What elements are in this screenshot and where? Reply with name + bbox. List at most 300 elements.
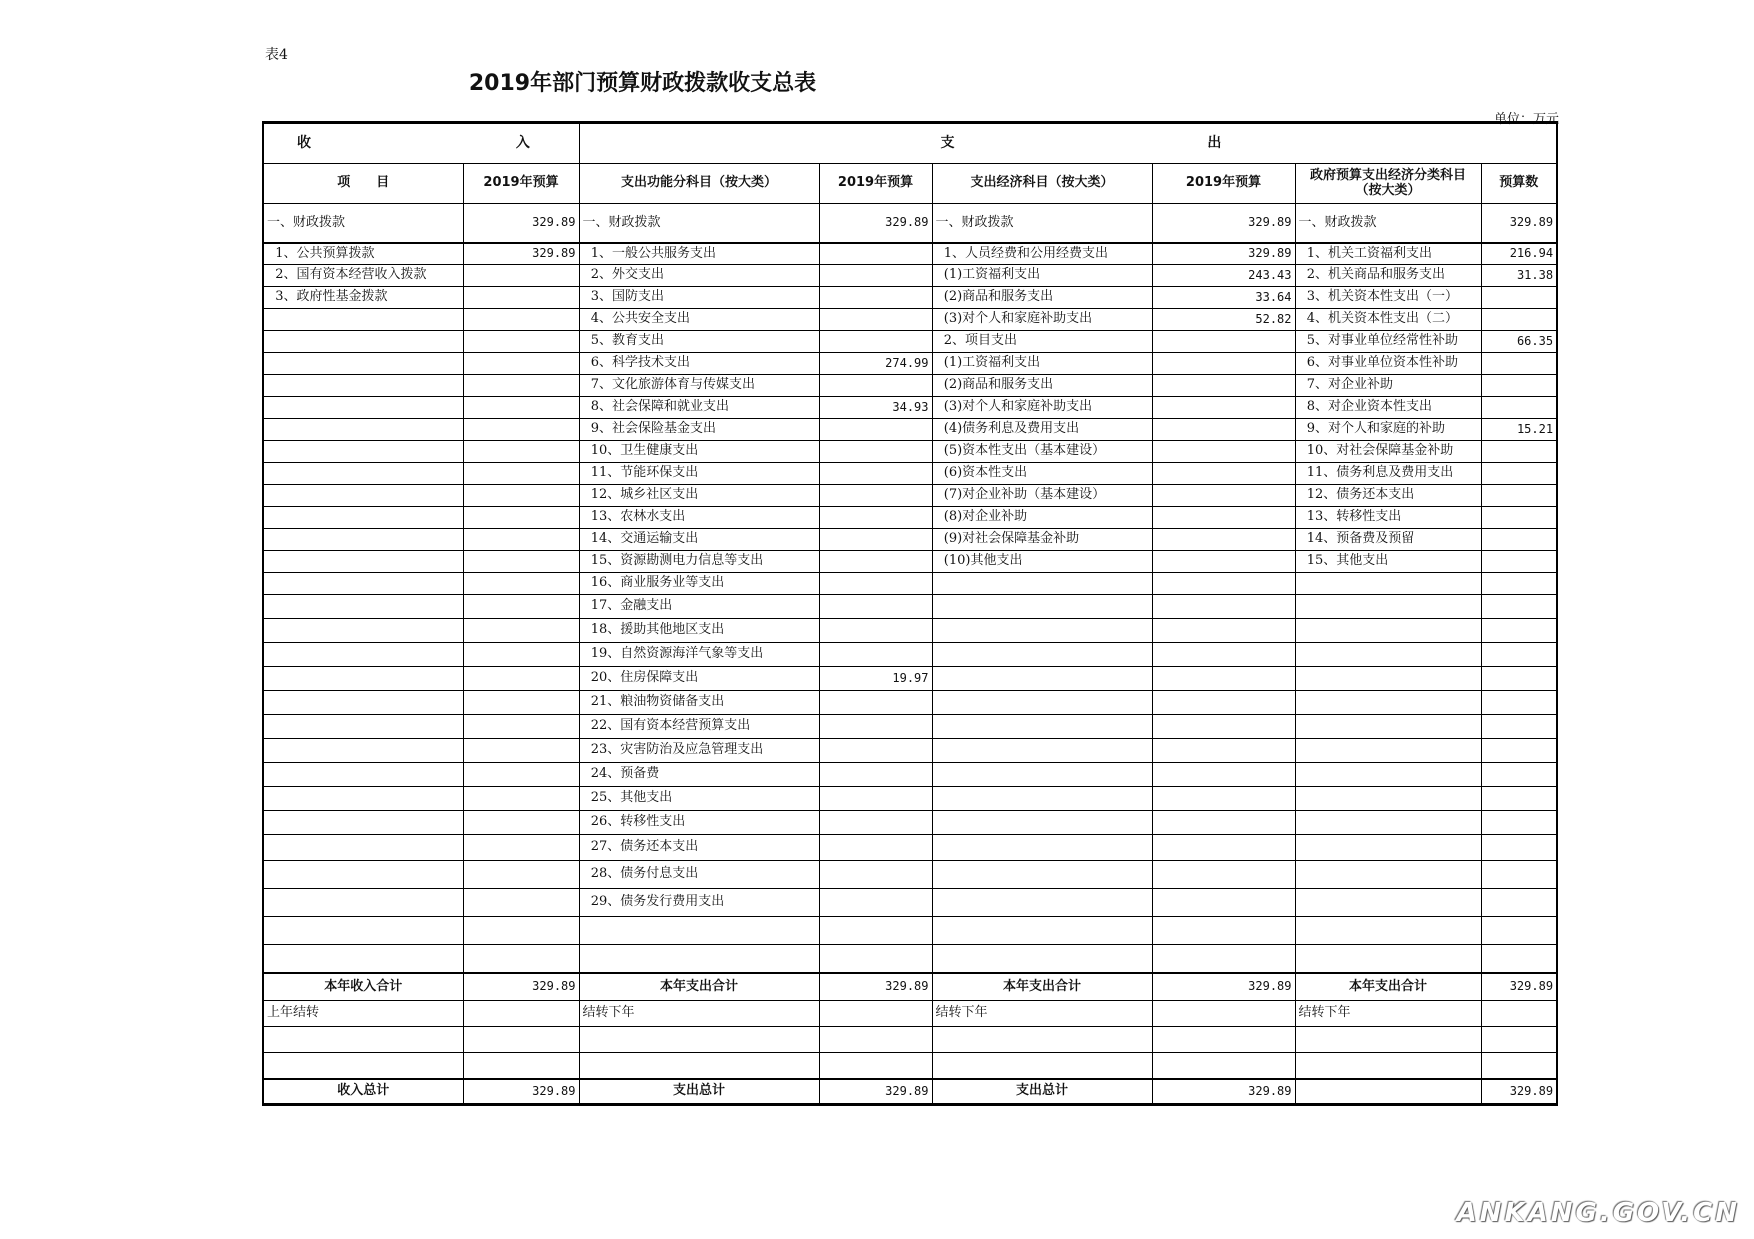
budget-amount-cell — [1481, 375, 1557, 397]
unit-label: 单位：万元 — [1493, 112, 1559, 127]
gov-economic-subject-cell: 15、其他支出 — [1295, 551, 1481, 573]
function-budget-cell — [819, 265, 932, 287]
function-subject-cell: 17、金融支出 — [579, 595, 819, 619]
income-budget-cell — [463, 529, 579, 551]
economic-budget-cell — [1152, 353, 1295, 375]
economic-budget-cell — [1152, 889, 1295, 917]
budget-amount-cell: 66.35 — [1481, 331, 1557, 353]
income-item-cell — [263, 573, 463, 595]
economic-budget-cell — [1152, 715, 1295, 739]
budget-amount-cell — [1481, 861, 1557, 889]
income-item-cell — [263, 643, 463, 667]
income-item-cell — [263, 441, 463, 463]
function-subject-cell: 20、住房保障支出 — [579, 667, 819, 691]
function-subject-cell: 8、社会保障和就业支出 — [579, 397, 819, 419]
function-subject-cell: 10、卫生健康支出 — [579, 441, 819, 463]
table-row — [263, 739, 1557, 763]
col-header-economic-subject: 支出经济科目（按大类） — [932, 164, 1152, 204]
budget-amount-cell — [1481, 595, 1557, 619]
col-header-income-budget: 2019年预算 — [463, 164, 579, 204]
gov-economic-subject-cell: 6、对事业单位资本性补助 — [1295, 353, 1481, 375]
income-item-cell — [263, 715, 463, 739]
function-budget-cell — [819, 375, 932, 397]
function-budget-cell: 19.97 — [819, 667, 932, 691]
income-budget-cell — [463, 1001, 579, 1027]
gov-economic-subject-cell: 11、债务利息及费用支出 — [1295, 463, 1481, 485]
function-subject-cell: 27、债务还本支出 — [579, 835, 819, 861]
economic-subject-cell — [932, 643, 1152, 667]
economic-budget-cell — [1152, 691, 1295, 715]
budget-amount-cell — [1481, 835, 1557, 861]
gov-economic-subject-cell: 结转下年 — [1295, 1001, 1481, 1027]
income-char-2: 入 — [515, 134, 530, 151]
function-budget-cell — [819, 595, 932, 619]
budget-amount-cell: 329.89 — [1481, 204, 1557, 243]
budget-amount-cell — [1481, 353, 1557, 375]
function-subject-cell: 13、农林水支出 — [579, 507, 819, 529]
economic-budget-cell — [1152, 1027, 1295, 1053]
budget-amount-cell — [1481, 287, 1557, 309]
economic-subject-cell: (5)资本性支出（基本建设） — [932, 441, 1152, 463]
income-budget-cell — [463, 419, 579, 441]
function-budget-cell — [819, 619, 932, 643]
function-budget-cell — [819, 1001, 932, 1027]
economic-budget-cell — [1152, 573, 1295, 595]
income-budget-cell — [463, 397, 579, 419]
income-item-cell — [263, 419, 463, 441]
function-budget-cell — [819, 861, 932, 889]
function-budget-cell — [819, 529, 932, 551]
function-budget-cell — [819, 463, 932, 485]
income-budget-cell — [463, 643, 579, 667]
function-subject-cell: 一、财政拨款 — [579, 204, 819, 243]
function-budget-cell — [819, 691, 932, 715]
table-row — [263, 643, 1557, 667]
function-subject-cell: 9、社会保险基金支出 — [579, 419, 819, 441]
budget-amount-cell — [1481, 715, 1557, 739]
expense-section-header — [579, 123, 1557, 164]
function-budget-cell — [819, 643, 932, 667]
function-budget-cell: 329.89 — [819, 973, 932, 1001]
budget-amount-cell — [1481, 463, 1557, 485]
budget-amount-cell — [1481, 1027, 1557, 1053]
budget-amount-cell — [1481, 485, 1557, 507]
gov-economic-subject-cell: 2、机关商品和服务支出 — [1295, 265, 1481, 287]
income-budget-cell — [463, 287, 579, 309]
income-budget-cell — [463, 551, 579, 573]
economic-subject-cell — [932, 1053, 1152, 1079]
page-title: 2019年部门预算财政拨款收支总表 — [468, 71, 817, 96]
economic-budget-cell — [1152, 739, 1295, 763]
economic-budget-cell — [1152, 375, 1295, 397]
income-budget-cell — [463, 667, 579, 691]
gov-economic-subject-cell: 3、机关资本性支出（一） — [1295, 287, 1481, 309]
economic-subject-cell: 1、人员经费和公用经费支出 — [932, 243, 1152, 265]
budget-amount-cell — [1481, 945, 1557, 973]
function-subject-cell: 23、灾害防治及应急管理支出 — [579, 739, 819, 763]
table-row — [263, 265, 1557, 287]
economic-subject-cell: 结转下年 — [932, 1001, 1152, 1027]
income-item-cell — [263, 619, 463, 643]
function-budget-cell — [819, 573, 932, 595]
economic-subject-cell: (2)商品和服务支出 — [932, 375, 1152, 397]
table-row — [263, 204, 1557, 243]
income-budget-cell: 329.89 — [463, 243, 579, 265]
table-row — [263, 715, 1557, 739]
table-row — [263, 835, 1557, 861]
function-subject-cell: 6、科学技术支出 — [579, 353, 819, 375]
economic-budget-cell — [1152, 787, 1295, 811]
function-subject-cell: 支出总计 — [579, 1079, 819, 1105]
gov-economic-subject-cell — [1295, 739, 1481, 763]
gov-economic-subject-cell — [1295, 787, 1481, 811]
income-section-header — [263, 123, 579, 164]
function-budget-cell — [819, 243, 932, 265]
income-item-cell — [263, 917, 463, 945]
gov-economic-subject-cell: 10、对社会保障基金补助 — [1295, 441, 1481, 463]
income-item-cell — [263, 763, 463, 787]
budget-amount-cell — [1481, 787, 1557, 811]
gov-economic-subject-cell: 本年支出合计 — [1295, 973, 1481, 1001]
income-budget-cell — [463, 739, 579, 763]
table-row — [263, 287, 1557, 309]
function-subject-cell: 18、援助其他地区支出 — [579, 619, 819, 643]
budget-amount-cell — [1481, 441, 1557, 463]
function-subject-cell: 结转下年 — [579, 1001, 819, 1027]
function-budget-cell — [819, 763, 932, 787]
income-budget-cell: 329.89 — [463, 1079, 579, 1105]
table-row — [263, 353, 1557, 375]
income-budget-cell — [463, 945, 579, 973]
income-budget-cell — [463, 485, 579, 507]
income-budget-cell — [463, 811, 579, 835]
economic-subject-cell — [932, 691, 1152, 715]
gov-economic-subject-cell: 5、对事业单位经常性补助 — [1295, 331, 1481, 353]
income-item-cell — [263, 529, 463, 551]
budget-amount-cell — [1481, 507, 1557, 529]
economic-budget-cell — [1152, 945, 1295, 973]
income-budget-cell — [463, 861, 579, 889]
gov-economic-subject-cell — [1295, 667, 1481, 691]
function-subject-cell: 3、国防支出 — [579, 287, 819, 309]
income-item-cell — [263, 889, 463, 917]
economic-budget-cell — [1152, 331, 1295, 353]
economic-budget-cell — [1152, 529, 1295, 551]
income-item-cell — [263, 375, 463, 397]
gov-economic-subject-cell — [1295, 811, 1481, 835]
table-row — [263, 331, 1557, 353]
table-row — [263, 861, 1557, 889]
income-budget-cell — [463, 331, 579, 353]
function-budget-cell — [819, 419, 932, 441]
economic-subject-cell — [932, 619, 1152, 643]
economic-budget-cell — [1152, 463, 1295, 485]
economic-budget-cell — [1152, 667, 1295, 691]
table-row — [263, 691, 1557, 715]
function-budget-cell: 329.89 — [819, 204, 932, 243]
budget-amount-cell — [1481, 1001, 1557, 1027]
gov-economic-subject-cell — [1295, 715, 1481, 739]
function-budget-cell — [819, 945, 932, 973]
income-item-cell: 一、财政拨款 — [263, 204, 463, 243]
income-item-cell — [263, 739, 463, 763]
function-subject-cell: 1、一般公共服务支出 — [579, 243, 819, 265]
function-subject-cell: 21、粮油物资储备支出 — [579, 691, 819, 715]
gov-economic-subject-cell — [1295, 1079, 1481, 1105]
budget-amount-cell — [1481, 667, 1557, 691]
income-item-cell: 1、公共预算拨款 — [263, 243, 463, 265]
income-item-cell — [263, 835, 463, 861]
function-budget-cell — [819, 811, 932, 835]
economic-subject-cell: (6)资本性支出 — [932, 463, 1152, 485]
economic-subject-cell — [932, 573, 1152, 595]
gov-economic-subject-cell: 1、机关工资福利支出 — [1295, 243, 1481, 265]
function-subject-cell: 29、债务发行费用支出 — [579, 889, 819, 917]
income-item-cell — [263, 1027, 463, 1053]
income-budget-cell — [463, 573, 579, 595]
economic-subject-cell: (8)对企业补助 — [932, 507, 1152, 529]
table-row — [263, 463, 1557, 485]
function-budget-cell — [819, 441, 932, 463]
economic-subject-cell: (1)工资福利支出 — [932, 265, 1152, 287]
function-subject-cell: 16、商业服务业等支出 — [579, 573, 819, 595]
budget-amount-cell: 15.21 — [1481, 419, 1557, 441]
budget-amount-cell — [1481, 619, 1557, 643]
table-row — [263, 573, 1557, 595]
economic-subject-cell — [932, 1027, 1152, 1053]
economic-budget-cell: 52.82 — [1152, 309, 1295, 331]
gov-economic-subject-cell — [1295, 835, 1481, 861]
budget-amount-cell — [1481, 739, 1557, 763]
income-item-cell — [263, 667, 463, 691]
table-row — [263, 811, 1557, 835]
gov-economic-subject-cell — [1295, 691, 1481, 715]
function-subject-cell: 7、文化旅游体育与传媒支出 — [579, 375, 819, 397]
table-row — [263, 529, 1557, 551]
income-item-cell — [263, 353, 463, 375]
table-row — [263, 917, 1557, 945]
table-row — [263, 763, 1557, 787]
economic-budget-cell — [1152, 507, 1295, 529]
income-budget-cell — [463, 265, 579, 287]
budget-amount-cell — [1481, 551, 1557, 573]
table-row — [263, 419, 1557, 441]
income-budget-cell — [463, 763, 579, 787]
income-item-cell: 3、政府性基金拨款 — [263, 287, 463, 309]
gov-economic-subject-cell — [1295, 763, 1481, 787]
table-row — [263, 595, 1557, 619]
function-subject-cell — [579, 1027, 819, 1053]
function-budget-cell: 34.93 — [819, 397, 932, 419]
budget-amount-cell — [1481, 1053, 1557, 1079]
economic-subject-cell: (7)对企业补助（基本建设） — [932, 485, 1152, 507]
economic-subject-cell — [932, 889, 1152, 917]
economic-subject-cell — [932, 787, 1152, 811]
table-row — [263, 507, 1557, 529]
income-budget-cell — [463, 595, 579, 619]
function-subject-cell: 24、预备费 — [579, 763, 819, 787]
site-watermark: ANKANG.GOV.CN — [1456, 1198, 1740, 1228]
function-subject-cell: 4、公共安全支出 — [579, 309, 819, 331]
table-row — [263, 309, 1557, 331]
budget-amount-cell: 31.38 — [1481, 265, 1557, 287]
function-budget-cell — [819, 835, 932, 861]
economic-subject-cell: (9)对社会保障基金补助 — [932, 529, 1152, 551]
income-item-cell: 收入总计 — [263, 1079, 463, 1105]
economic-subject-cell: (2)商品和服务支出 — [932, 287, 1152, 309]
income-item-cell — [263, 463, 463, 485]
income-item-cell: 本年收入合计 — [263, 973, 463, 1001]
function-budget-cell — [819, 287, 932, 309]
function-budget-cell — [819, 331, 932, 353]
economic-subject-cell: 支出总计 — [932, 1079, 1152, 1105]
function-subject-cell: 本年支出合计 — [579, 973, 819, 1001]
economic-subject-cell — [932, 667, 1152, 691]
budget-amount-cell — [1481, 643, 1557, 667]
table-row — [263, 375, 1557, 397]
function-budget-cell — [819, 715, 932, 739]
budget-amount-cell — [1481, 691, 1557, 715]
economic-budget-cell — [1152, 485, 1295, 507]
gov-economic-subject-cell: 8、对企业资本性支出 — [1295, 397, 1481, 419]
budget-amount-cell — [1481, 917, 1557, 945]
table-row — [263, 397, 1557, 419]
economic-budget-cell — [1152, 861, 1295, 889]
function-subject-cell: 19、自然资源海洋气象等支出 — [579, 643, 819, 667]
income-budget-cell — [463, 619, 579, 643]
income-budget-cell — [463, 1053, 579, 1079]
economic-subject-cell: (1)工资福利支出 — [932, 353, 1152, 375]
col-header-budget-amount: 预算数 — [1481, 164, 1557, 204]
function-budget-cell — [819, 1027, 932, 1053]
gov-economic-subject-cell — [1295, 1027, 1481, 1053]
income-item-cell — [263, 485, 463, 507]
gov-economic-subject-cell: 7、对企业补助 — [1295, 375, 1481, 397]
income-item-cell — [263, 787, 463, 811]
table-row — [263, 243, 1557, 265]
income-item-cell — [263, 811, 463, 835]
col-header-item: 项 目 — [263, 164, 463, 204]
function-budget-cell — [819, 485, 932, 507]
function-subject-cell: 15、资源勘测电力信息等支出 — [579, 551, 819, 573]
economic-budget-cell: 243.43 — [1152, 265, 1295, 287]
gov-economic-subject-cell — [1295, 889, 1481, 917]
income-item-cell: 上年结转 — [263, 1001, 463, 1027]
gov-economic-subject-cell: 9、对个人和家庭的补助 — [1295, 419, 1481, 441]
table-row — [263, 667, 1557, 691]
gov-economic-subject-cell — [1295, 573, 1481, 595]
economic-budget-cell: 329.89 — [1152, 973, 1295, 1001]
economic-subject-cell — [932, 739, 1152, 763]
gov-economic-subject-cell — [1295, 1053, 1481, 1079]
function-budget-cell — [819, 917, 932, 945]
budget-amount-cell — [1481, 811, 1557, 835]
economic-subject-cell — [932, 945, 1152, 973]
function-subject-cell: 28、债务付息支出 — [579, 861, 819, 889]
function-subject-cell — [579, 917, 819, 945]
gov-economic-subject-cell: 14、预备费及预留 — [1295, 529, 1481, 551]
income-item-cell — [263, 507, 463, 529]
budget-amount-cell — [1481, 889, 1557, 917]
function-subject-cell: 11、节能环保支出 — [579, 463, 819, 485]
function-budget-cell — [819, 889, 932, 917]
income-budget-cell — [463, 917, 579, 945]
economic-budget-cell — [1152, 917, 1295, 945]
income-item-cell — [263, 691, 463, 715]
table-row — [263, 889, 1557, 917]
col-header-economic-budget: 2019年预算 — [1152, 164, 1295, 204]
function-subject-cell: 2、外交支出 — [579, 265, 819, 287]
gov-economic-subject-cell: 13、转移性支出 — [1295, 507, 1481, 529]
function-subject-cell: 25、其他支出 — [579, 787, 819, 811]
income-budget-cell: 329.89 — [463, 204, 579, 243]
function-budget-cell — [819, 787, 932, 811]
table-row — [263, 787, 1557, 811]
economic-budget-cell: 329.89 — [1152, 243, 1295, 265]
income-budget-cell — [463, 889, 579, 917]
economic-subject-cell — [932, 861, 1152, 889]
section-header-row — [263, 123, 1557, 164]
function-subject-cell: 22、国有资本经营预算支出 — [579, 715, 819, 739]
economic-budget-cell — [1152, 643, 1295, 667]
function-budget-cell — [819, 309, 932, 331]
budget-amount-cell: 329.89 — [1481, 973, 1557, 1001]
function-budget-cell: 329.89 — [819, 1079, 932, 1105]
economic-subject-cell: 本年支出合计 — [932, 973, 1152, 1001]
economic-budget-cell — [1152, 595, 1295, 619]
income-budget-cell — [463, 441, 579, 463]
income-budget-cell — [463, 835, 579, 861]
table-row — [263, 551, 1557, 573]
income-char-1: 收 — [297, 134, 311, 151]
income-item-cell — [263, 309, 463, 331]
blank-row — [263, 1027, 1557, 1053]
economic-budget-cell — [1152, 763, 1295, 787]
table-row — [263, 945, 1557, 973]
table-row — [263, 485, 1557, 507]
function-subject-cell — [579, 1053, 819, 1079]
gov-economic-subject-cell — [1295, 945, 1481, 973]
budget-amount-cell — [1481, 763, 1557, 787]
economic-subject-cell: 2、项目支出 — [932, 331, 1152, 353]
economic-subject-cell — [932, 595, 1152, 619]
economic-subject-cell: (10)其他支出 — [932, 551, 1152, 573]
col-header-gov-economic-subject: 政府预算支出经济分类科目（按大类） — [1295, 164, 1481, 204]
gov-economic-subject-cell — [1295, 643, 1481, 667]
function-budget-cell — [819, 551, 932, 573]
income-item-cell: 2、国有资本经营收入拨款 — [263, 265, 463, 287]
economic-budget-cell — [1152, 1001, 1295, 1027]
budget-amount-cell: 329.89 — [1481, 1079, 1557, 1105]
economic-subject-cell — [932, 917, 1152, 945]
budget-table — [262, 121, 1558, 1106]
economic-budget-cell — [1152, 1053, 1295, 1079]
function-budget-cell — [819, 507, 932, 529]
budget-amount-cell — [1481, 309, 1557, 331]
income-budget-cell — [463, 507, 579, 529]
table-row — [263, 441, 1557, 463]
economic-subject-cell: (4)债务利息及费用支出 — [932, 419, 1152, 441]
gov-economic-subject-cell: 12、债务还本支出 — [1295, 485, 1481, 507]
function-subject-cell: 14、交通运输支出 — [579, 529, 819, 551]
income-budget-cell — [463, 309, 579, 331]
income-budget-cell — [463, 787, 579, 811]
table-row — [263, 619, 1557, 643]
economic-subject-cell — [932, 811, 1152, 835]
function-subject-cell: 5、教育支出 — [579, 331, 819, 353]
function-subject-cell: 26、转移性支出 — [579, 811, 819, 835]
column-header-row — [263, 164, 1557, 204]
